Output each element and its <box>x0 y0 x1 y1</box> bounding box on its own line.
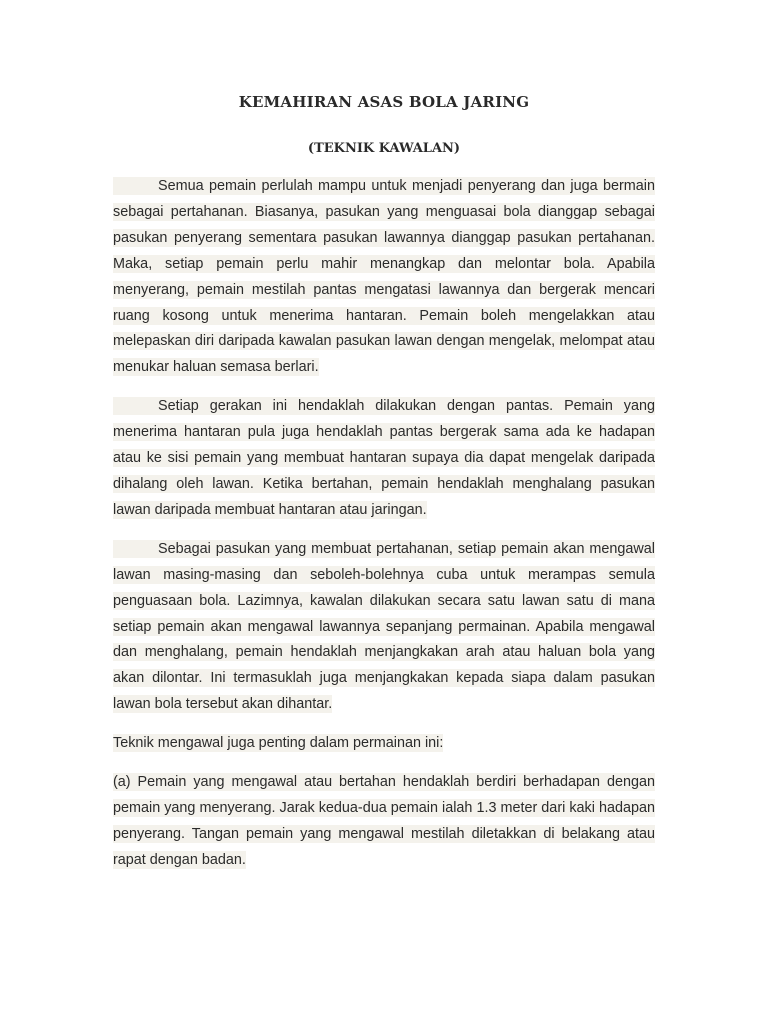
paragraph-1 <box>113 174 655 381</box>
paragraph-2-text: Setiap gerakan ini hendaklah dilakukan dengan pantas. Pemain yang menerima hantaran pula juga hendaklah pantas bergerak sama ada ke hadapan atau ke sisi pemain yang membuat hantaran supaya dia dapat mengelak daripada dihalang oleh lawan. Ketika bertahan, pemain hendaklah menghalang pasukan lawan daripada membuat hantaran atau jaringan. <box>113 398 655 518</box>
document-body <box>113 174 655 874</box>
paragraph-2 <box>113 394 655 524</box>
paragraph-5 <box>113 770 655 874</box>
paragraph-1-text: Semua pemain perlulah mampu untuk menjadi penyerang dan juga bermain sebagai pertahanan. Biasanya, pasukan yang menguasai bola dianggap sebagai pasukan penyerang sementara pasukan lawannya dianggap pasukan pertahanan. Maka, setiap pemain perlu mahir menangkap dan melontar bola. Apabila menyerang, pemain mestilah pantas mengatasi lawannya dan bergerak mencari ruang kosong untuk menerima hantaran. Pemain boleh mengelakkan atau melepaskan diri daripada kawalan pasukan lawan dengan mengelak, melompat atau menukar haluan semasa berlari. <box>113 178 655 376</box>
paragraph-5-text: (a) Pemain yang mengawal atau bertahan hendaklah berdiri berhadapan dengan pemain yang menyerang. Jarak kedua-dua pemain ialah 1.3 meter dari kaki hadapan penyerang. Tangan pemain yang mengawal mestilah diletakkan di belakang atau rapat dengan badan. <box>113 774 655 868</box>
paragraph-4-text: Teknik mengawal juga penting dalam permainan ini: <box>113 735 444 752</box>
document-subtitle: (TEKNIK KAWALAN) <box>307 141 461 156</box>
paragraph-4 <box>113 731 655 757</box>
paragraph-3 <box>113 537 655 718</box>
paragraph-3-text: Sebagai pasukan yang membuat pertahanan, setiap pemain akan mengawal lawan masing-masing dan seboleh-bolehnya cuba untuk merampas semula penguasaan bola. Lazimnya, kawalan dilakukan secara satu lawan satu di mana setiap pemain akan mengawal lawannya sepanjang permainan. Apabila mengawal dan menghalang, pemain hendaklah menjangkakan arah atau haluan bola yang akan dilontar. Ini termasuklah juga menjangkakan kepada siapa dalam pasukan lawan bola tersebut akan dihantar. <box>113 540 655 713</box>
document-title: KEMAHIRAN ASAS BOLA JARING <box>238 93 530 111</box>
